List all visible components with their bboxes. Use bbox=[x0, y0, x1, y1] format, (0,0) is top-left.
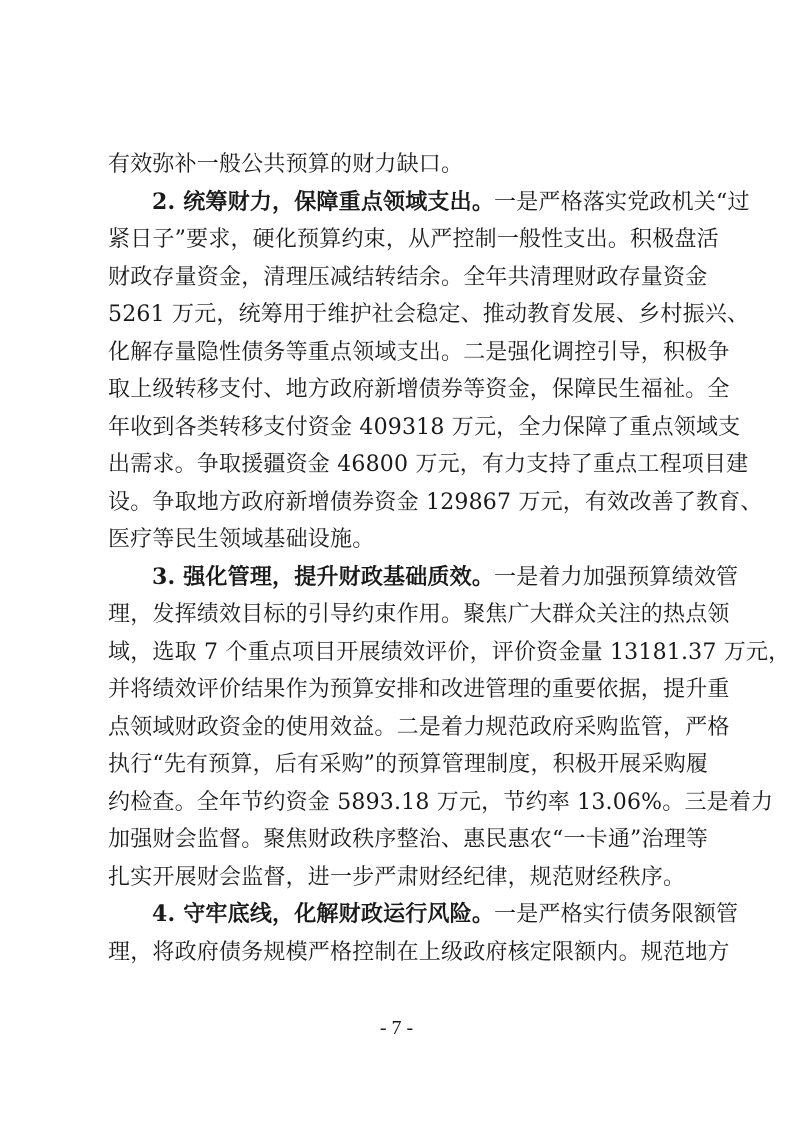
paragraph-line: 财政存量资金，清理压减结转结余。全年共清理财政存量资金 bbox=[108, 264, 708, 290]
paragraph-line: 取上级转移支付、地方政府新增债券等资金，保障民生福祉。全 bbox=[108, 377, 730, 402]
document-body bbox=[108, 146, 791, 971]
paragraph-line: 理，发挥绩效目标的引导约束作用。聚焦广大群众关注的热点领 bbox=[108, 602, 730, 627]
paragraph-line bbox=[108, 896, 739, 934]
paragraph-line: 点领域财政资金的使用效益。二是着力规范政府采购监管，严格 bbox=[108, 714, 730, 740]
paragraph-line: 设。争取地方政府新增债券资金 129867 万元，有效改善了教育、 bbox=[108, 489, 763, 515]
section-heading: 2. 统筹财力，保障重点领域支出。 bbox=[152, 188, 495, 215]
paragraph-text: 一是着力加强预算绩效管 bbox=[494, 564, 739, 590]
section-heading: 4. 守牢底线，化解财政运行风险。 bbox=[152, 901, 495, 927]
paragraph-text: 一是严格实行债务限额管 bbox=[494, 902, 739, 927]
section-heading: 3. 强化管理，提升财政基础质效。 bbox=[152, 563, 495, 590]
page-number: - 7 - bbox=[379, 1017, 414, 1039]
paragraph-line: 出需求。争取援疆资金 46800 万元，有力支持了重点工程项目建 bbox=[108, 452, 749, 477]
paragraph-line: 并将绩效评价结果作为预算安排和改进管理的重要依据，提升重 bbox=[108, 677, 730, 702]
paragraph-line: 5261 万元，统筹用于维护社会稳定、推动教育发展、乡村振兴、 bbox=[108, 302, 750, 327]
paragraph-line bbox=[108, 184, 750, 222]
paragraph-line: 约检查。全年节约资金 5893.18 万元，节约率 13.06%。三是着力 bbox=[108, 789, 774, 815]
paragraph-line: 医疗等民生领域基础设施。 bbox=[108, 527, 375, 552]
paragraph-line: 执行“先有预算，后有采购”的预算管理制度，积极开展采购履 bbox=[108, 752, 709, 777]
paragraph-line: 域，选取 7 个重点项目开展绩效评价，评价资金量 13181.37 万元， bbox=[108, 639, 791, 665]
paragraph-line: 扎实开展财会监督，进一步严肃财经纪律，规范财经秩序。 bbox=[108, 864, 686, 890]
paragraph-line: 理，将政府债务规模严格控制在上级政府核定限额内。规范地方 bbox=[108, 939, 730, 965]
paragraph-line bbox=[108, 559, 739, 597]
paragraph-line: 化解存量隐性债务等重点领域支出。二是强化调控引导，积极争 bbox=[108, 339, 730, 365]
paragraph-line: 加强财会监督。聚焦财政秩序整治、惠民惠农“一卡通”治理等 bbox=[108, 827, 709, 852]
paragraph-line: 有效弥补一般公共预算的财力缺口。 bbox=[108, 152, 464, 177]
paragraph-line: 紧日子”要求，硬化预算约束，从严控制一般性支出。积极盘活 bbox=[108, 227, 719, 252]
paragraph-text: 一是严格落实党政机关“过 bbox=[494, 189, 750, 215]
paragraph-line: 年收到各类转移支付资金 409318 万元，全力保障了重点领域支 bbox=[108, 414, 741, 440]
